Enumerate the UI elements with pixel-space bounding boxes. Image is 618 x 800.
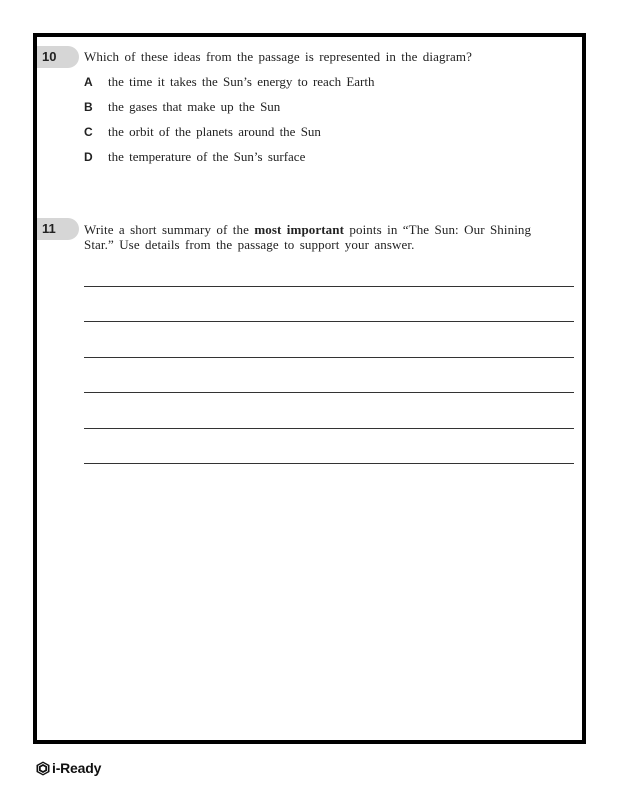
- choice-text: the time it takes the Sun’s energy to reach Earth: [108, 74, 375, 89]
- choice-letter: C: [84, 125, 93, 139]
- logo-text: i-Ready: [52, 760, 102, 776]
- choice-letter: B: [84, 100, 93, 114]
- i-ready-hexagon-icon: [36, 761, 50, 776]
- choice-text: the gases that make up the Sun: [108, 99, 281, 114]
- choice-letter: D: [84, 150, 93, 164]
- answer-writing-line[interactable]: [84, 357, 574, 358]
- question-number-badge: 10: [37, 46, 79, 68]
- choice-letter: A: [84, 75, 93, 89]
- answer-choice-b[interactable]: [84, 99, 280, 115]
- prompt-text-start: Write a short summary of the: [84, 222, 255, 237]
- choice-text: the temperature of the Sun’s surface: [108, 149, 306, 164]
- choice-text: the orbit of the planets around the Sun: [108, 124, 321, 139]
- answer-writing-line[interactable]: [84, 463, 574, 464]
- answer-choice-d[interactable]: [84, 149, 305, 165]
- answer-choice-a[interactable]: [84, 74, 375, 90]
- question-frame: [33, 33, 586, 744]
- answer-writing-line[interactable]: [84, 392, 574, 393]
- answer-writing-line[interactable]: [84, 286, 574, 287]
- prompt-emphasis: most important: [254, 222, 345, 237]
- question-10-prompt: Which of these ideas from the passage is represented in the diagram?: [84, 49, 472, 64]
- prompt-text-end: points in “The Sun: Our Shining Star.” Use details from the passage to support your answer.: [84, 222, 532, 252]
- question-11-prompt: [84, 222, 562, 252]
- answer-writing-line[interactable]: [84, 321, 574, 322]
- i-ready-logo: [36, 759, 101, 777]
- question-number-badge: 11: [37, 218, 79, 240]
- answer-writing-line[interactable]: [84, 428, 574, 429]
- answer-choice-c[interactable]: [84, 124, 321, 140]
